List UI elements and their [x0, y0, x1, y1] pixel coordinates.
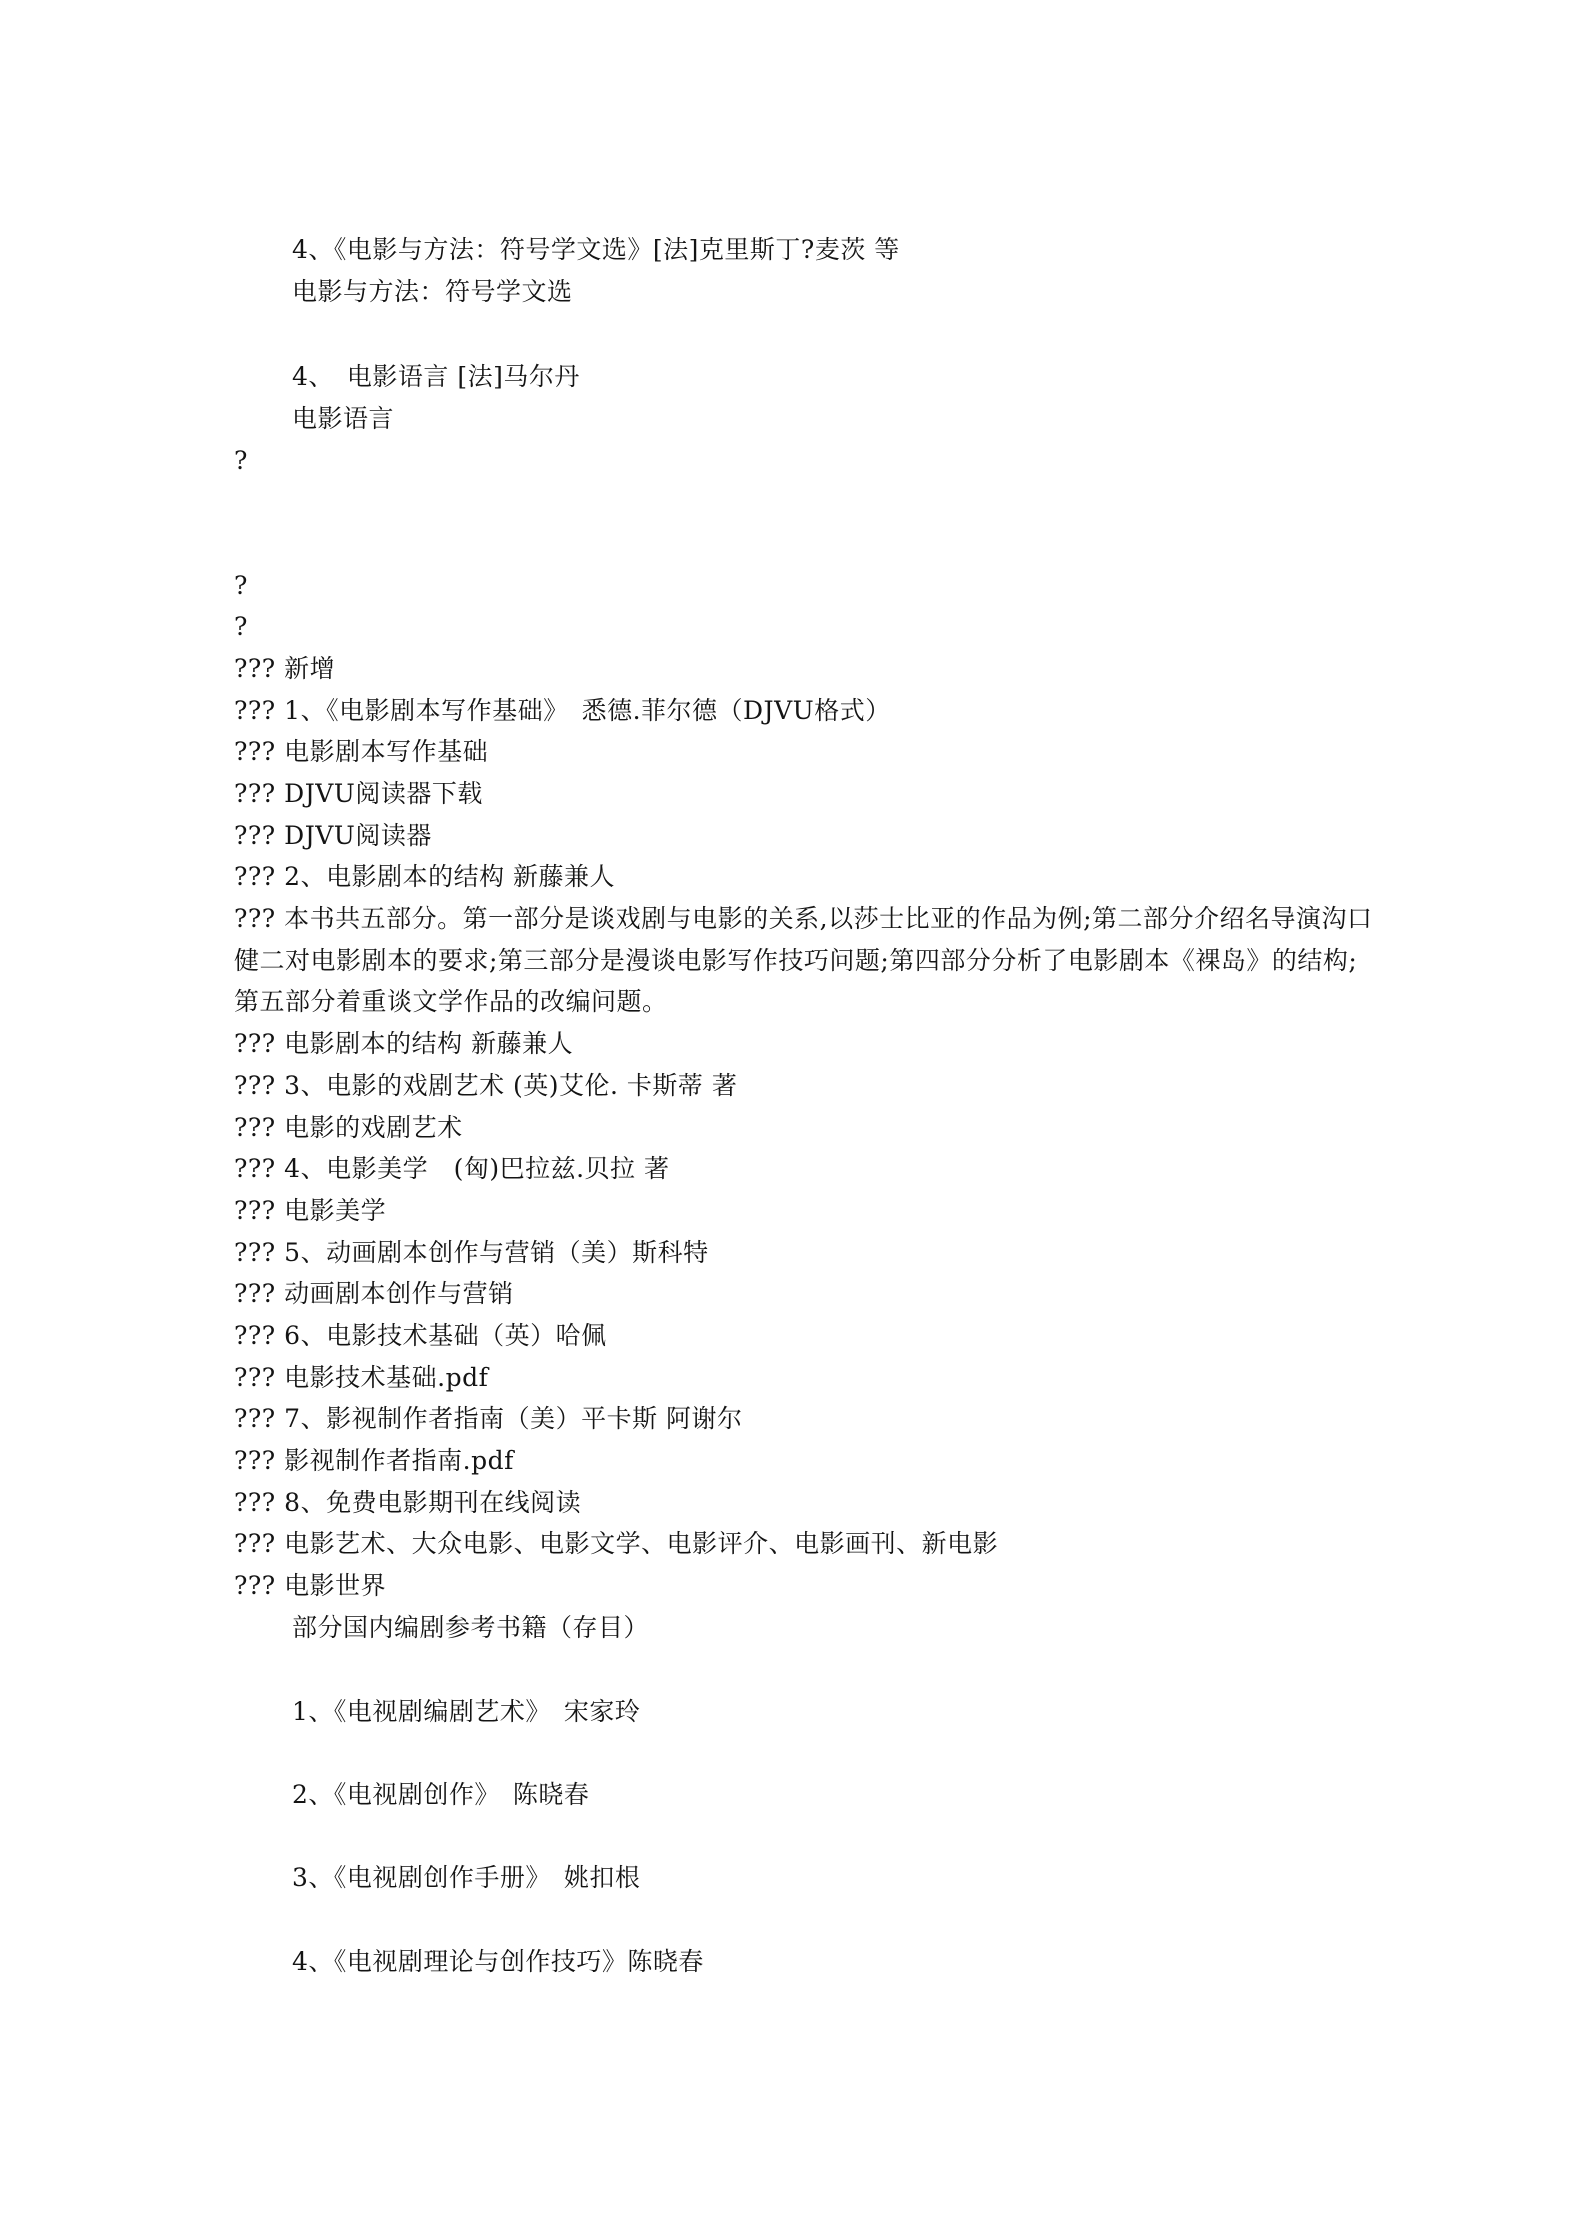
text-line: 4、 电影语言 [法]马尔丹	[292, 362, 580, 391]
text-line: ??? 8、免费电影期刊在线阅读	[234, 1488, 582, 1517]
text-line: ??? 6、电影技术基础（英）哈佩	[234, 1321, 607, 1350]
text-line: 2、《电视剧创作》 陈晓春	[292, 1780, 590, 1809]
text-line: ?	[234, 571, 248, 600]
text-line: ??? 电影美学	[234, 1196, 387, 1225]
text-line: ??? 1、《电影剧本写作基础》 悉德.菲尔德（DJVU格式）	[234, 696, 891, 725]
text-line: ??? 3、电影的戏剧艺术 (英)艾伦. 卡斯蒂 著	[234, 1071, 738, 1100]
text-line: ??? 5、动画剧本创作与营销（美）斯科特	[234, 1238, 709, 1267]
text-line: ??? 电影的戏剧艺术	[234, 1113, 463, 1142]
text-line: ??? DJVU阅读器下载	[234, 779, 483, 808]
text-line: ??? 影视制作者指南.pdf	[234, 1446, 514, 1475]
text-line: 3、《电视剧创作手册》 姚扣根	[292, 1863, 641, 1892]
text-line: ??? 电影艺术、大众电影、电影文学、电影评介、电影画刊、新电影	[234, 1529, 999, 1558]
text-line: ??? 电影剧本写作基础	[234, 737, 489, 766]
text-line: 电影与方法：符号学文选	[292, 277, 573, 306]
text-line: ??? 新增	[234, 654, 336, 683]
text-line: ?	[234, 446, 248, 475]
text-line: 4、《电影与方法：符号学文选》[法]克里斯丁?麦茨 等	[292, 235, 900, 264]
text-line: ??? 7、影视制作者指南（美）平卡斯 阿谢尔	[234, 1404, 743, 1433]
book-description-paragraph: ??? 本书共五部分。第一部分是谈戏剧与电影的关系,以莎士比亚的作品为例;第二部分介绍名导演沟口健二对电影剧本的要求;第三部分是漫谈电影写作技巧问题;第四部分分析了电影剧本《裸岛》的结构;第五部分着重谈文学作品的改编问题。	[234, 904, 1373, 1016]
text-line: ??? 电影剧本的结构 新藤兼人	[234, 1029, 574, 1058]
text-line: ??? 电影世界	[234, 1571, 387, 1600]
text-line: ??? 动画剧本创作与营销	[234, 1279, 514, 1308]
text-line: ??? 电影技术基础.pdf	[234, 1363, 489, 1392]
text-line: ?	[234, 612, 248, 641]
text-line: 电影语言	[292, 404, 395, 433]
text-line: 1、《电视剧编剧艺术》 宋家玲	[292, 1697, 641, 1726]
section-heading: 部分国内编剧参考书籍（存目）	[292, 1613, 650, 1642]
text-line: ??? 4、电影美学 (匈)巴拉兹.贝拉 著	[234, 1154, 670, 1183]
text-line: ??? 2、电影剧本的结构 新藤兼人	[234, 862, 616, 891]
text-line: 4、《电视剧理论与创作技巧》陈晓春	[292, 1947, 704, 1976]
text-line: ??? DJVU阅读器	[234, 821, 432, 850]
